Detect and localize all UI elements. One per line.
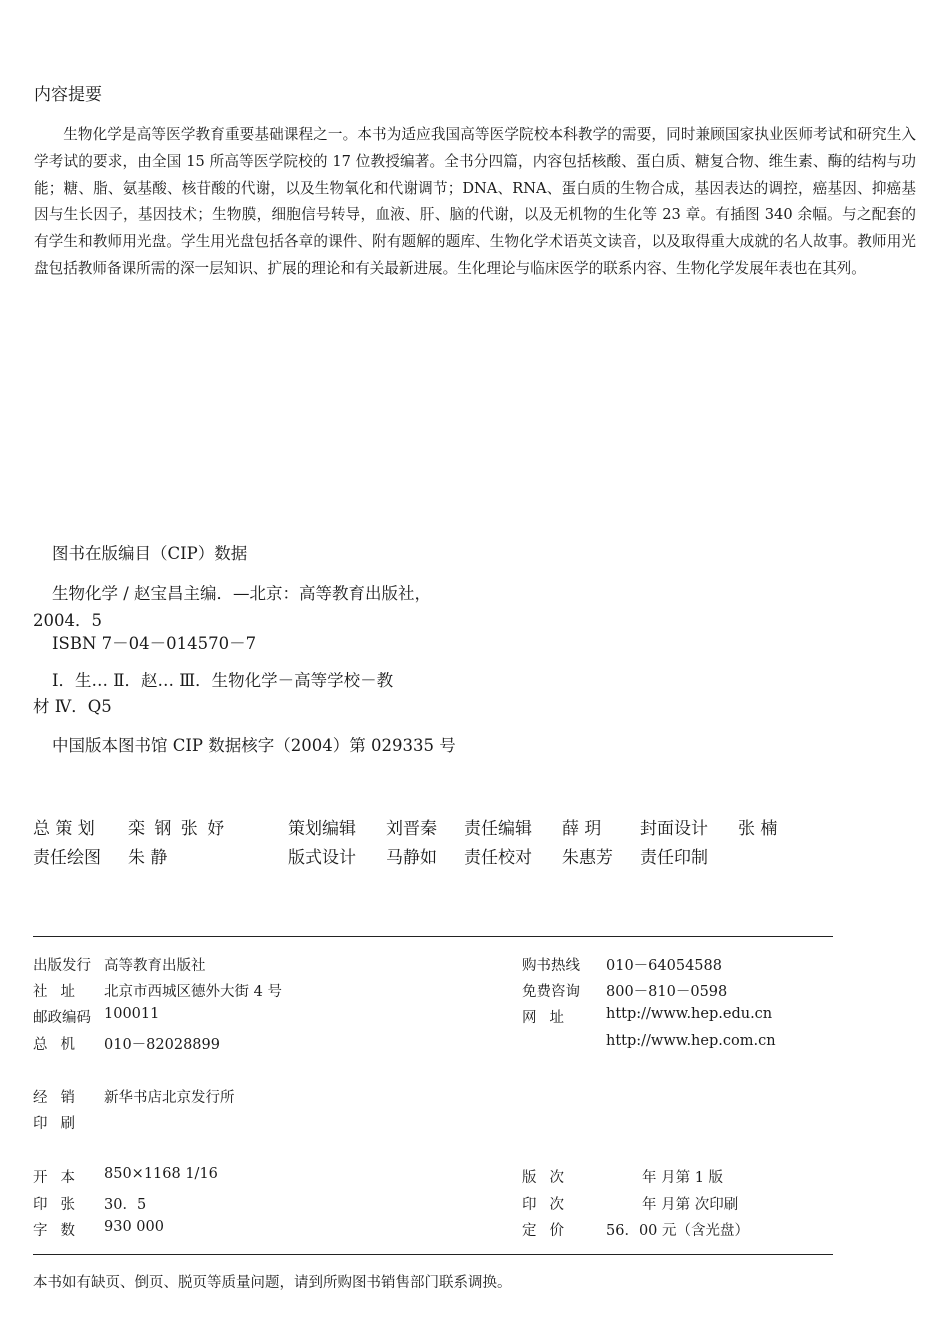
cip-heading: 图书在版编目（CIP）数据 — [52, 544, 248, 563]
printer-label: 印刷 — [33, 1116, 89, 1132]
credit-label: 责任绘图 — [33, 848, 101, 868]
cip-isbn: ISBN 7－04－014570－7 — [52, 634, 257, 653]
cip-date-line: 2004．5 — [33, 611, 102, 630]
credit-value: 张 楠 — [738, 819, 778, 839]
switchboard-label: 总机 — [33, 1037, 89, 1053]
divider-bottom — [33, 1254, 833, 1255]
consult-value: 800－810－0598 — [606, 984, 728, 1000]
distributor-value: 新华书店北京发行所 — [104, 1090, 235, 1106]
credit-label: 责任印制 — [640, 848, 708, 868]
website-label: 网址 — [522, 1010, 578, 1026]
switchboard-value: 010－82028899 — [104, 1037, 220, 1053]
credit-label: 策划编辑 — [288, 819, 356, 839]
credit-label: 封面设计 — [640, 819, 708, 839]
website-link-2[interactable]: http://www.hep.com.cn — [606, 1033, 776, 1049]
credit-label: 版式设计 — [288, 848, 356, 868]
publisher-label: 出版发行 — [33, 958, 91, 974]
hotline-value: 010－64054588 — [606, 958, 722, 974]
credit-value: 刘晋秦 — [386, 819, 437, 839]
credit-value: 栾 钢 张 妤 — [128, 819, 225, 839]
credit-value: 朱惠芳 — [562, 848, 613, 868]
edition-label: 版次 — [522, 1170, 578, 1186]
credit-label: 责任校对 — [464, 848, 532, 868]
divider-top — [33, 936, 833, 937]
cip-class-line: Ⅰ．生… Ⅱ．赵… Ⅲ．生物化学－高等学校－教 — [52, 671, 394, 690]
sheets-label: 印张 — [33, 1197, 89, 1213]
wordcount-value: 930 000 — [104, 1219, 164, 1235]
credit-value: 朱 静 — [128, 848, 168, 868]
consult-label: 免费咨询 — [522, 984, 580, 1000]
printing-value: 年 月第 次印刷 — [642, 1197, 739, 1213]
credit-label: 责任编辑 — [464, 819, 532, 839]
summary-paragraph: 生物化学是高等医学教育重要基础课程之一。本书为适应我国高等医学院校本科教学的需要，同时兼顾国家执业医师考试和研究生入学考试的要求，由全国 15 所高等医学院校的 17 位教授编著。全书分四篇，内容包括核酸、蛋白质、糖复合物、维生素、酶的结构与功能；糖、脂、氨基酸、核苷酸的代谢，以及生物氧化和代谢调节；DNA、RNA、蛋白质的生物合成，基因表达的调控，癌基因、抑癌基因与生长因子，基因技术；生物膜，细胞信号转导，血液、肝、脑的代谢，以及无机物的生化等 23 章。有插图 340 余幅。与之配套的有学生和教师用光盘。学生用光盘包括各章的课件、附有题解的题库、生物化学术语英文读音，以及取得重大成就的名人故事。教师用光盘包括教师备课所需的深一层知识、扩展的理论和有关最新进展。生化理论与临床医学的联系内容、生物化学发展年表也在其列。 — [34, 126, 916, 277]
publisher-value: 高等教育出版社 — [104, 958, 206, 974]
website-link[interactable]: http://www.hep.edu.cn — [606, 1006, 773, 1022]
printing-label: 印次 — [522, 1197, 578, 1213]
edition-value: 年 月第 1 版 — [642, 1170, 724, 1186]
credit-value: 薛 玥 — [562, 819, 602, 839]
price-label: 定价 — [522, 1223, 578, 1239]
footer-note: 本书如有缺页、倒页、脱页等质量问题，请到所购图书销售部门联系调换。 — [33, 1275, 512, 1291]
hotline-label: 购书热线 — [522, 958, 580, 974]
sheets-value: 30．5 — [104, 1197, 147, 1213]
address-value: 北京市西城区德外大街 4 号 — [104, 984, 282, 1000]
cip-record-number: 中国版本图书馆 CIP 数据核字（2004）第 029335 号 — [52, 736, 456, 755]
format-label: 开本 — [33, 1170, 89, 1186]
price-value: 56．00 元（含光盘） — [606, 1223, 750, 1239]
wordcount-label: 字数 — [33, 1223, 89, 1239]
credit-value: 马静如 — [386, 848, 437, 868]
credit-label: 总 策 划 — [33, 819, 95, 839]
format-value: 850×1168 1/16 — [104, 1166, 218, 1182]
cip-title-line: 生物化学 / 赵宝昌主编．—北京：高等教育出版社， — [52, 584, 432, 603]
address-label: 社址 — [33, 984, 89, 1000]
cip-class-line-2: 材 Ⅳ．Q5 — [33, 697, 112, 716]
postcode-value: 100011 — [104, 1006, 160, 1022]
distributor-label: 经销 — [33, 1090, 89, 1106]
postcode-label: 邮政编码 — [33, 1010, 91, 1026]
summary-heading: 内容提要 — [34, 85, 102, 105]
